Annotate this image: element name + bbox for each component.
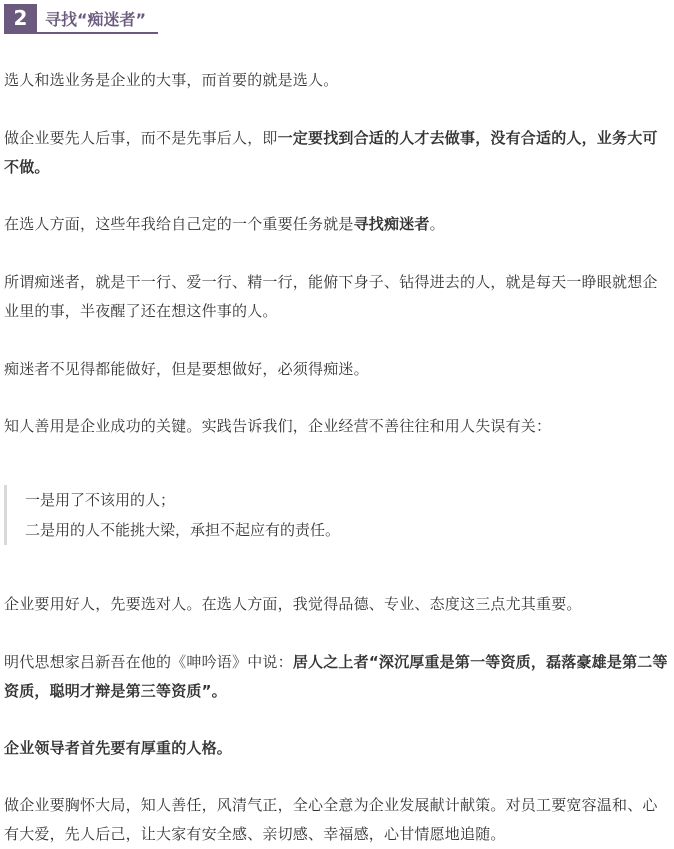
paragraph-bold: 寻找痴迷者 <box>353 215 430 233</box>
section-number: 2 <box>4 4 37 32</box>
paragraph <box>4 66 668 95</box>
paragraph <box>4 210 668 239</box>
paragraph <box>4 412 668 441</box>
blockquote <box>4 485 671 545</box>
section-title: 寻找“痴迷者” <box>45 9 147 29</box>
paragraph <box>4 590 668 619</box>
paragraph-bold: 一定要找到合适的人才去做事，没有合适的人，业务大可不做。 <box>4 129 658 176</box>
paragraph-text: 选人和选业务是企业的大事，而首要的就是选人。 <box>4 71 339 89</box>
paragraph <box>4 268 668 326</box>
paragraph-text: 痴迷者不见得都能做好，但是要想做好，必须得痴迷。 <box>4 360 369 378</box>
paragraph-text: 企业要用好人，先要选对人。在选人方面，我觉得品德、专业、态度这三点尤其重要。 <box>4 595 582 613</box>
paragraph <box>4 734 668 763</box>
paragraph-text: 知人善用是企业成功的关键。实践告诉我们，企业经营不善往往和用人失误有关： <box>4 417 552 435</box>
paragraph <box>4 355 668 384</box>
paragraph-text: 做企业要胸怀大局，知人善任，风清气正，全心全意为企业发展献计献策。对员工要宽容温和、心有大爱，先人后己，让大家有安全感、亲切感、幸福感，心甘情愿地追随。 <box>4 796 658 843</box>
quote-line: 一是用了不该用的人； <box>25 491 176 509</box>
section-header <box>4 4 158 34</box>
paragraph <box>4 648 668 706</box>
paragraph <box>4 124 668 182</box>
quote-line: 二是用的人不能挑大梁，承担不起应有的责任。 <box>25 521 341 539</box>
paragraph-text: 在选人方面，这些年我给自己定的一个重要任务就是 <box>4 215 354 233</box>
paragraph-text: 。 <box>429 215 445 233</box>
paragraph-bold: 居人之上者“深沉厚重是第一等资质，磊落豪雄是第二等资质，聪明才辩是第三等资质”。 <box>4 653 668 700</box>
paragraph-text: 做企业要先人后事，而不是先事后人，即 <box>4 129 278 147</box>
paragraph-text: 明代思想家吕新吾在他的《呻吟语》中说： <box>4 653 293 671</box>
paragraph-text: 所谓痴迷者，就是干一行、爱一行、精一行，能俯下身子、钻得进去的人，就是每天一睁眼就想企业里的事，半夜醒了还在想这件事的人。 <box>4 273 658 320</box>
paragraph-bold: 企业领导者首先要有厚重的人格。 <box>4 739 233 757</box>
paragraph <box>4 791 668 849</box>
